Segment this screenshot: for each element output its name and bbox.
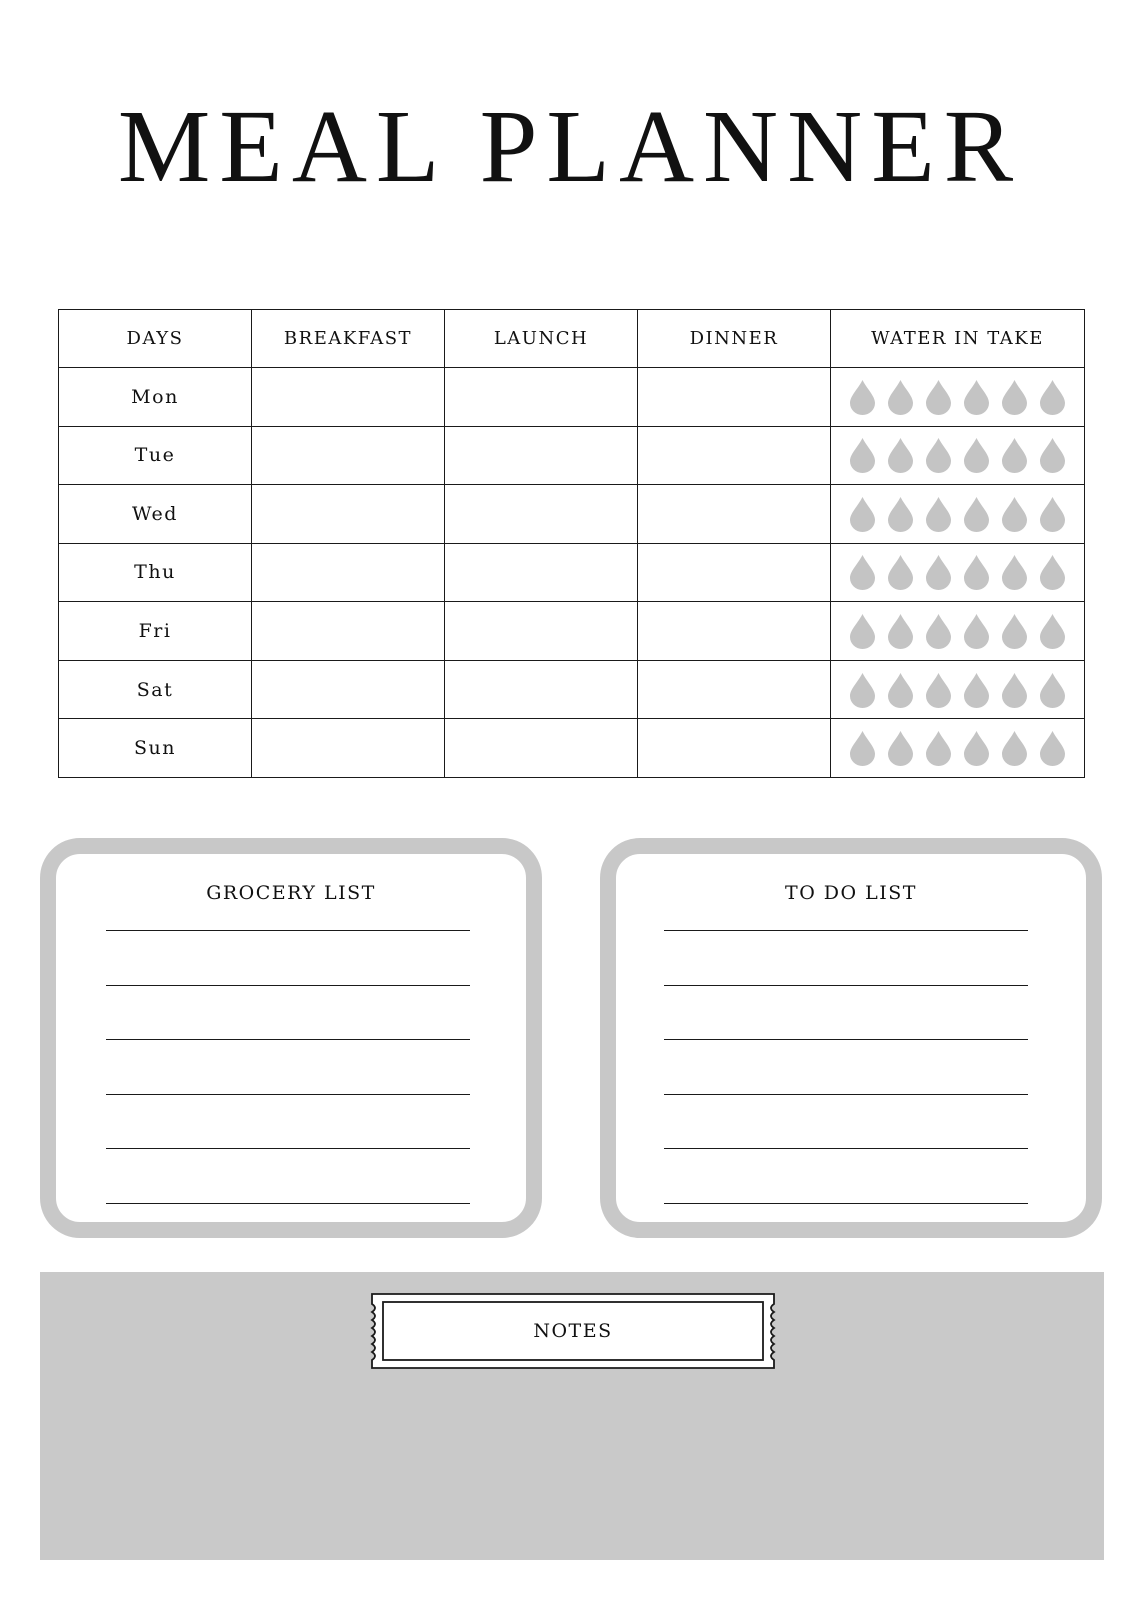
notes-title: NOTES [533,1320,613,1342]
todo-list-line[interactable] [664,1203,1028,1204]
water-drops [831,496,1084,532]
water-drop-icon[interactable] [1001,672,1028,708]
grocery-list-line[interactable] [106,930,470,931]
grocery-list-line[interactable] [106,1094,470,1095]
dinner-cell[interactable] [638,602,831,661]
grocery-list-title: GROCERY LIST [206,882,376,904]
table-row [59,602,1085,661]
lunch-cell[interactable] [445,543,638,602]
water-drop-icon[interactable] [1039,672,1066,708]
water-drop-icon[interactable] [849,672,876,708]
water-drop-icon[interactable] [1039,379,1066,415]
dinner-cell[interactable] [638,543,831,602]
day-cell: Fri [59,602,252,661]
water-drop-icon[interactable] [925,613,952,649]
water-drop-icon[interactable] [849,554,876,590]
day-cell: Thu [59,543,252,602]
day-cell: Sat [59,660,252,719]
water-drop-icon[interactable] [1001,496,1028,532]
water-drop-icon[interactable] [925,554,952,590]
lunch-cell[interactable] [445,368,638,427]
water-drop-icon[interactable] [1001,730,1028,766]
water-drop-icon[interactable] [849,730,876,766]
water-drop-icon[interactable] [1001,613,1028,649]
water-intake-cell [831,543,1085,602]
grocery-list-line[interactable] [106,1203,470,1204]
day-cell: Mon [59,368,252,427]
water-drop-icon[interactable] [963,379,990,415]
water-drop-icon[interactable] [1001,437,1028,473]
lunch-cell[interactable] [445,719,638,778]
lunch-cell[interactable] [445,602,638,661]
water-drop-icon[interactable] [887,613,914,649]
water-drop-icon[interactable] [925,379,952,415]
todo-list-panel [600,838,1102,1238]
water-drop-icon[interactable] [925,672,952,708]
header-breakfast: BREAKFAST [252,310,445,368]
water-intake-cell [831,368,1085,427]
water-drop-icon[interactable] [963,730,990,766]
water-intake-cell [831,485,1085,544]
dinner-cell[interactable] [638,426,831,485]
water-drop-icon[interactable] [887,672,914,708]
dinner-cell[interactable] [638,485,831,544]
water-drop-icon[interactable] [963,437,990,473]
water-drop-icon[interactable] [1001,379,1028,415]
water-drop-icon[interactable] [925,730,952,766]
grocery-list-panel [40,838,542,1238]
meal-planner-table [58,309,1085,778]
day-cell: Tue [59,426,252,485]
water-drop-icon[interactable] [925,496,952,532]
water-drops [831,613,1084,649]
notes-label [368,1290,778,1372]
table-row [59,543,1085,602]
water-drop-icon[interactable] [887,496,914,532]
dinner-cell[interactable] [638,660,831,719]
water-drops [831,437,1084,473]
water-intake-cell [831,602,1085,661]
water-intake-cell [831,719,1085,778]
water-intake-cell [831,426,1085,485]
breakfast-cell[interactable] [252,543,445,602]
water-drop-icon[interactable] [1039,730,1066,766]
table-row [59,485,1085,544]
table-row [59,368,1085,427]
todo-list-line[interactable] [664,1039,1028,1040]
water-drop-icon[interactable] [1039,437,1066,473]
table-row [59,719,1085,778]
water-drop-icon[interactable] [887,437,914,473]
lunch-cell[interactable] [445,426,638,485]
header-dinner: DINNER [638,310,831,368]
todo-list-line[interactable] [664,1094,1028,1095]
water-drop-icon[interactable] [849,437,876,473]
table-row [59,660,1085,719]
water-drop-icon[interactable] [849,379,876,415]
breakfast-cell[interactable] [252,485,445,544]
table-row [59,426,1085,485]
lunch-cell[interactable] [445,485,638,544]
dinner-cell[interactable] [638,368,831,427]
water-intake-cell [831,660,1085,719]
todo-list-line[interactable] [664,930,1028,931]
dinner-cell[interactable] [638,719,831,778]
water-drops [831,554,1084,590]
grocery-list-line[interactable] [106,1039,470,1040]
grocery-list-line[interactable] [106,985,470,986]
water-drop-icon[interactable] [849,496,876,532]
day-cell: Sun [59,719,252,778]
breakfast-cell[interactable] [252,426,445,485]
water-drops [831,672,1084,708]
water-drop-icon[interactable] [1039,554,1066,590]
water-drops [831,730,1084,766]
breakfast-cell[interactable] [252,719,445,778]
water-drop-icon[interactable] [849,613,876,649]
water-drops [831,379,1084,415]
breakfast-cell[interactable] [252,368,445,427]
water-drop-icon[interactable] [887,730,914,766]
water-drop-icon[interactable] [1001,554,1028,590]
water-drop-icon[interactable] [887,554,914,590]
water-drop-icon[interactable] [925,437,952,473]
water-drop-icon[interactable] [963,496,990,532]
water-drop-icon[interactable] [963,554,990,590]
todo-list-line[interactable] [664,1148,1028,1149]
grocery-list-line[interactable] [106,1148,470,1149]
page-title: MEAL PLANNER [117,89,1023,204]
header-water-intake: WATER IN TAKE [831,310,1085,368]
lunch-cell[interactable] [445,660,638,719]
breakfast-cell[interactable] [252,602,445,661]
header-days: DAYS [59,310,252,368]
day-cell: Wed [59,485,252,544]
water-drop-icon[interactable] [963,672,990,708]
todo-list-title: TO DO LIST [785,882,917,904]
table-header-row [59,310,1085,368]
water-drop-icon[interactable] [963,613,990,649]
water-drop-icon[interactable] [1039,496,1066,532]
water-drop-icon[interactable] [1039,613,1066,649]
todo-list-line[interactable] [664,985,1028,986]
header-lunch: LAUNCH [445,310,638,368]
water-drop-icon[interactable] [887,379,914,415]
breakfast-cell[interactable] [252,660,445,719]
